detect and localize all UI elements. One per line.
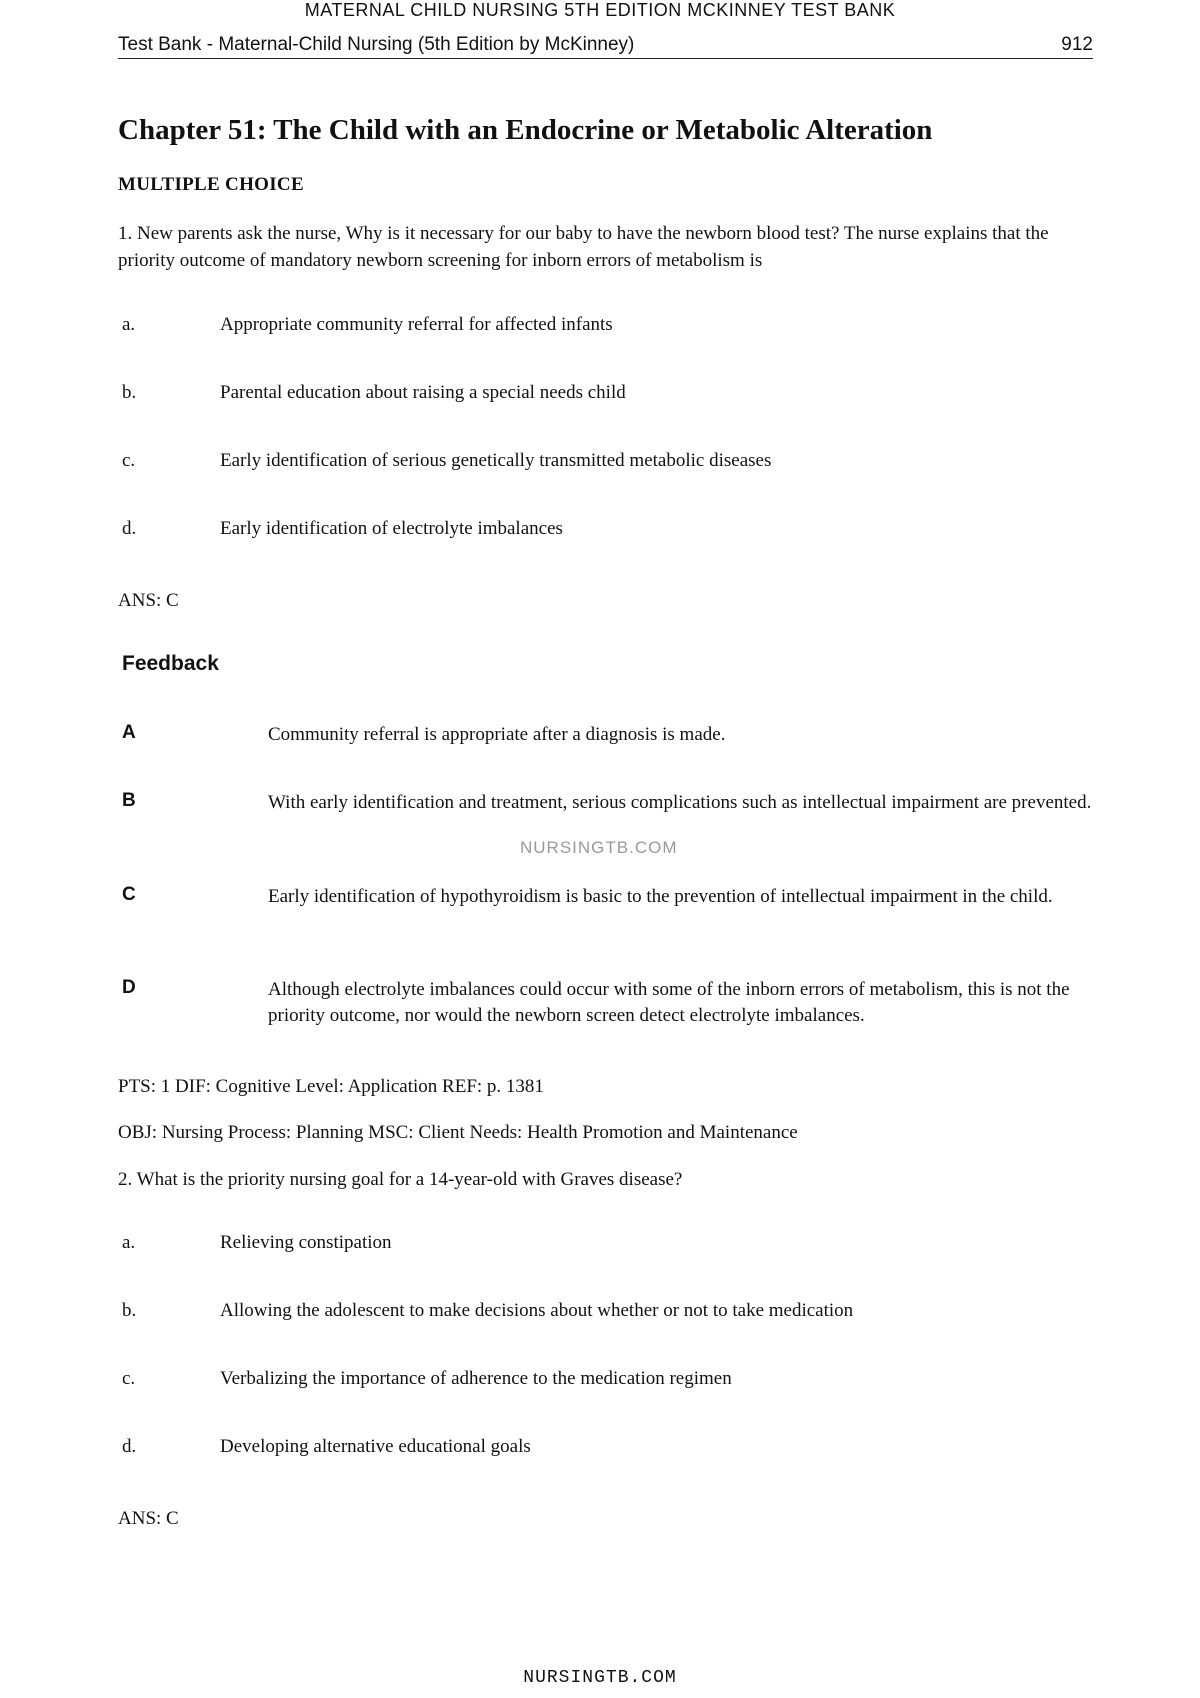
feedback-d-letter: D [122,977,136,998]
q2-option-c-text: Verbalizing the importance of adherence to the medication regimen [220,1368,732,1389]
q1-option-b-text: Parental education about raising a special needs child [220,382,626,403]
q2-option-a-text: Relieving constipation [220,1232,392,1253]
page-number: 912 [1061,34,1093,55]
q1-option-a-letter: a. [122,314,136,335]
feedback-c-text: Early identification of hypothyroidism is basic to the prevention of intellectual impairment in the child. [268,886,1053,907]
question-2-stem: 2. What is the priority nursing goal for a 14-year-old with Graves disease? [118,1169,683,1190]
watermark-footer: NURSINGTB.COM [523,1668,677,1688]
feedback-b-letter: B [122,790,136,811]
chapter-title: Chapter 51: The Child with an Endocrine or Metabolic Alteration [118,114,933,146]
q1-option-c-text: Early identification of serious genetically transmitted metabolic diseases [220,450,772,471]
q2-option-a-letter: a. [122,1232,136,1253]
running-header [118,34,1093,59]
q1-obj-line: OBJ: Nursing Process: Planning MSC: Client Needs: Health Promotion and Maintenance [118,1122,798,1143]
feedback-a-text: Community referral is appropriate after a diagnosis is made. [268,724,726,745]
feedback-heading: Feedback [122,652,219,675]
q1-option-a-text: Appropriate community referral for affected infants [220,314,613,335]
feedback-d-text: Although electrolyte imbalances could occur with some of the inborn errors of metabolism, this is not the priority outcome, nor would the newborn screen detect electrolyte imbalances. [268,979,1070,1026]
watermark-mid: NURSINGTB.COM [520,838,678,857]
feedback-a-letter: A [122,722,136,743]
q2-option-d-text: Developing alternative educational goals [220,1436,531,1457]
feedback-c-letter: C [122,884,136,905]
q2-option-c-letter: c. [122,1368,136,1389]
q1-option-d-text: Early identification of electrolyte imbalances [220,518,563,539]
q2-option-d-letter: d. [122,1436,137,1457]
q1-option-b-letter: b. [122,382,137,403]
feedback-b-text: With early identification and treatment, serious complications such as intellectual impairment are prevented. [268,792,1092,813]
top-banner: MATERNAL CHILD NURSING 5TH EDITION MCKINNEY TEST BANK [304,0,896,20]
q1-answer: ANS: C [118,590,179,611]
q2-answer: ANS: C [118,1508,179,1529]
running-header-title: Test Bank - Maternal-Child Nursing (5th Edition by McKinney) [118,34,635,55]
q2-option-b-letter: b. [122,1300,137,1321]
section-label: MULTIPLE CHOICE [118,174,304,195]
q1-option-c-letter: c. [122,450,136,471]
question-1-stem: 1. New parents ask the nurse, Why is it necessary for our baby to have the newborn blood test? The nurse explains that the priority outcome of mandatory newborn screening for inborn errors of metabolism is [118,223,1049,271]
q1-option-d-letter: d. [122,518,137,539]
q2-option-b-text: Allowing the adolescent to make decisions about whether or not to take medication [220,1300,854,1321]
q1-pts-line: PTS: 1 DIF: Cognitive Level: Application REF: p. 1381 [118,1076,544,1097]
